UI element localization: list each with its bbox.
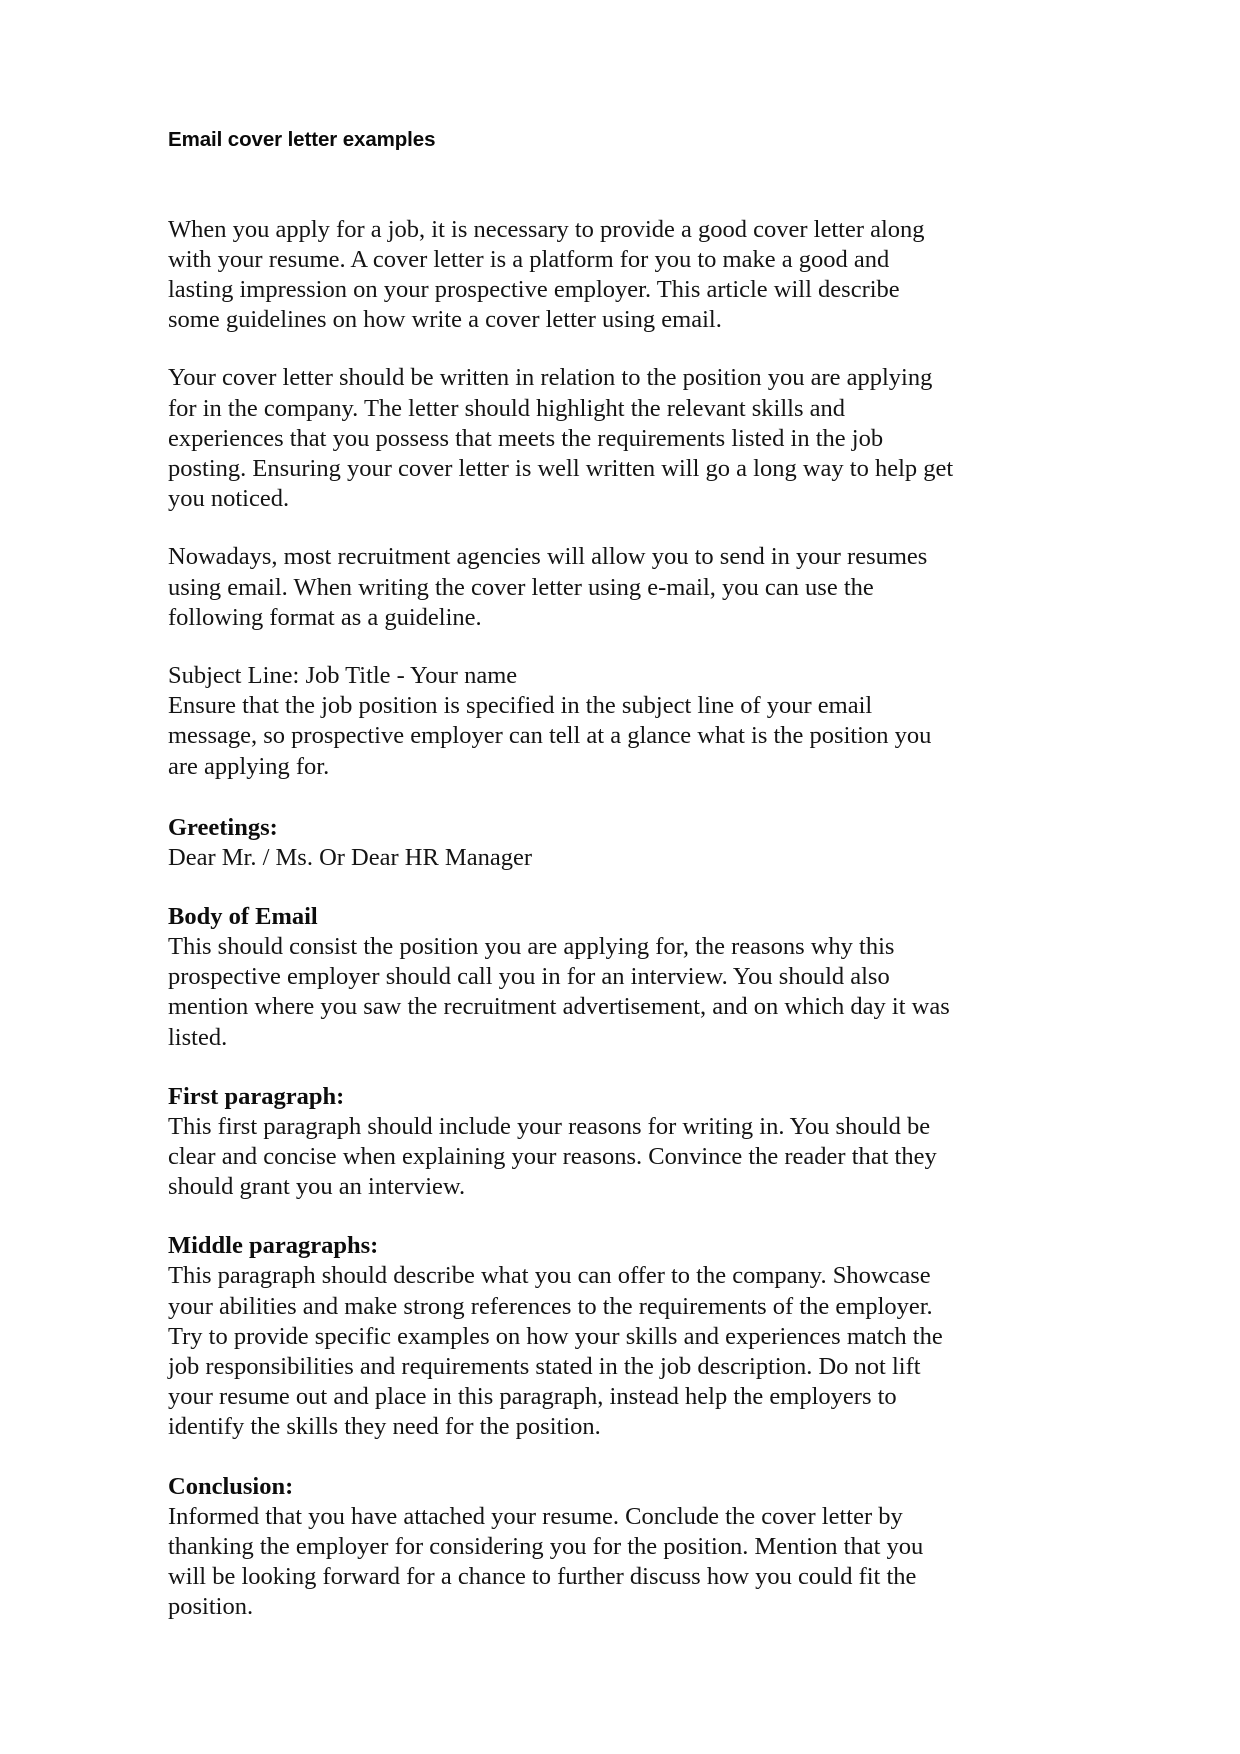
document-content	[168, 128, 954, 1623]
title-spacer	[168, 153, 954, 215]
section-heading-middle-paragraphs: Middle paragraphs:	[168, 1232, 379, 1260]
section-heading-conclusion: Conclusion:	[168, 1472, 294, 1500]
section-body-conclusion: Informed that you have attached your resume. Conclude the cover letter by thanking the employer for considering you for the position. Mention that you will be looking forward for a chance to further discuss how you could fit the position.	[168, 1502, 924, 1621]
section-body-body-of-email: This should consist the position you are applying for, the reasons why this prospective employer should call you in for an interview. You should also mention where you saw the recruitment advertisement, and on which day it was listed.	[168, 933, 950, 1051]
section-body-greetings: Dear Mr. / Ms. Or Dear HR Manager	[168, 843, 532, 871]
page-title: Email cover letter examples	[168, 128, 436, 151]
subject-line-description: Ensure that the job position is specified in the subject line of your email message, so prospective employer can tell at a glance what is the position you are applying for.	[168, 692, 932, 780]
subject-line-section	[168, 661, 954, 782]
intro-paragraph-3: Nowadays, most recruitment agencies will allow you to send in your resumes using email. When writing the cover letter using e-mail, you can use the following format as a guideline.	[168, 543, 928, 631]
intro-paragraph-1: When you apply for a job, it is necessary to provide a good cover letter along with your resume. A cover letter is a platform for you to make a good and lasting impression on your prospective employer. This article will describe some guidelines on how write a cover letter using email.	[168, 215, 925, 334]
section-heading-greetings: Greetings:	[168, 813, 278, 841]
section-body-of-email	[168, 901, 954, 1053]
section-body-first-paragraph: This first paragraph should include your reasons for writing in. You should be clear and concise when explaining your reasons. Convince the reader that they should grant you an interview.	[168, 1112, 937, 1201]
section-middle-paragraphs	[168, 1230, 954, 1442]
section-heading-body-of-email: Body of Email	[168, 903, 318, 931]
section-greetings	[168, 812, 954, 873]
section-conclusion	[168, 1471, 954, 1623]
section-heading-first-paragraph: First paragraph:	[168, 1082, 345, 1110]
subject-line-label: Subject Line: Job Title - Your name	[168, 662, 518, 690]
section-first-paragraph	[168, 1081, 954, 1203]
intro-paragraph-2: Your cover letter should be written in relation to the position you are applying for in the company. The letter should highlight the relevant skills and experiences that you possess that meets the requirements listed in the job posting. Ensuring your cover letter is well written will go a long way to help get you noticed.	[168, 364, 954, 513]
section-body-middle-paragraphs: This paragraph should describe what you can offer to the company. Showcase your abilities and make strong references to the requirements of the employer. Try to provide specific examples on how your skills and experiences match the job responsibilities and requirements stated in the job description. Do not lift your resume out and place in this paragraph, instead help the employers to identify the skills they need for the position.	[168, 1262, 943, 1441]
